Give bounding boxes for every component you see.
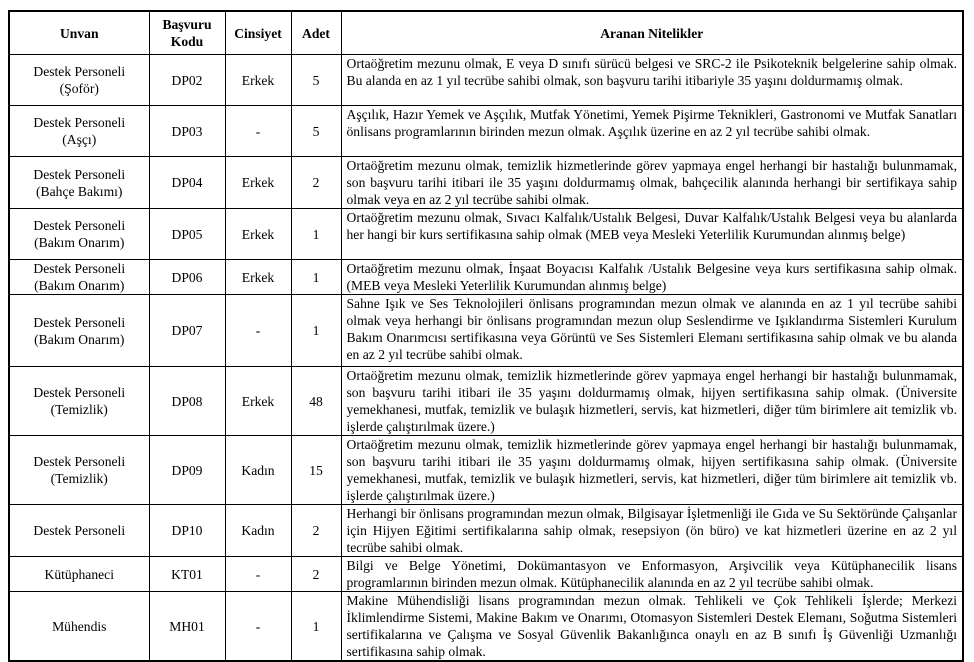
cell-cinsiyet: Kadın	[225, 436, 291, 505]
cell-nitelik: Ortaöğretim mezunu olmak, temizlik hizmetlerinde görev yapmaya engel herhangi bir hastalığı bulunmamak, son başvuru tarihi itibari ile 35 yaşını doldurmamış olmak, hijyen sertifikasına sahip olmak. (Üniversite yemekhanesi, mutfak, temizlik ve bulaşık hizmetleri, servis, kat hizmetleri, diğer tüm birimlere ait temizlik vb. işlerde çalıştırılmak üzere.)	[341, 436, 963, 505]
unvan-line1: Destek Personeli	[33, 314, 126, 330]
cell-cinsiyet: Erkek	[225, 367, 291, 436]
cell-kod: KT01	[149, 557, 225, 592]
cell-kod: DP02	[149, 55, 225, 106]
cell-kod: MH01	[149, 592, 225, 662]
unvan-line2: (Bakım Onarım)	[34, 278, 125, 293]
cell-unvan	[9, 260, 149, 295]
cell-cinsiyet: -	[225, 295, 291, 367]
cell-nitelik: Makine Mühendisliği lisans programından mezun olmak. Tehlikeli ve Çok Tehlikeli İşlerde; Merkezi İklimlendirme Sistemi, Makine Bakım ve Onarımı, Otomasyon Sistemleri Destek Elemanı, Soğutma Sistemleri sertifikalarına ve Çalışma ve Sosyal Güvenlik Bakanlığınca onaylı en az B sınıfı İş Güvenliği Uzmanlığı sertifikasına sahip olmak.	[341, 592, 963, 662]
unvan-line2: (Aşçı)	[62, 132, 97, 147]
table-row	[9, 157, 963, 209]
unvan-line1: Destek Personeli	[33, 64, 126, 79]
unvan-line2: (Temizlik)	[50, 402, 108, 417]
table-row	[9, 592, 963, 662]
cell-adet: 1	[291, 260, 341, 295]
cell-nitelik: Ortaöğretim mezunu olmak, temizlik hizmetlerinde görev yapmaya engel herhangi bir hastalığı bulunmamak, son başvuru tarihi itibari ile 35 yaşını doldurmamış olmak, hijyen sertifikasına sahip olmak. (Üniversite yemekhanesi, mutfak, temizlik ve bulaşık hizmetleri, servis, kat hizmetleri, diğer tüm birimlere ait temizlik vb. işlerde çalıştırılmak üzere.)	[341, 367, 963, 436]
cell-kod: DP08	[149, 367, 225, 436]
cell-adet: 5	[291, 55, 341, 106]
cell-adet: 2	[291, 157, 341, 209]
table-row	[9, 209, 963, 260]
unvan-line1: Mühendis	[52, 618, 107, 634]
cell-nitelik: Aşçılık, Hazır Yemek ve Aşçılık, Mutfak Yönetimi, Yemek Pişirme Teknikleri, Gastronomi ve Mutfak Sanatları önlisans programlarının birinden mezun olmak. Aşçılık üzerine en az 2 yıl tecrübe sahibi olmak.	[341, 106, 963, 157]
unvan-line1: Destek Personeli	[33, 115, 126, 130]
cell-unvan	[9, 157, 149, 209]
unvan-line2: (Şoför)	[59, 81, 99, 96]
unvan-line2: (Bahçe Bakımı)	[36, 183, 123, 199]
cell-unvan	[9, 592, 149, 662]
header-basvuru-kodu	[149, 11, 225, 55]
cell-unvan	[9, 209, 149, 260]
cell-adet: 15	[291, 436, 341, 505]
cell-nitelik: Ortaöğretim mezunu olmak, E veya D sınıfı sürücü belgesi ve SRC-2 ile Psikoteknik belgelerine sahip olmak. Bu alanda en az 1 yıl tecrübe sahibi olmak, son başvuru tarihi itibariyle 35 yaşını doldurmamış olmak.	[341, 55, 963, 106]
unvan-line1: Destek Personeli	[33, 166, 126, 182]
cell-cinsiyet: -	[225, 557, 291, 592]
cell-nitelik: Ortaöğretim mezunu olmak, temizlik hizmetlerinde görev yapmaya engel herhangi bir hastalığı bulunmamak, son başvuru tarihi itibari ile 35 yaşını doldurmamış olmak, bahçecilik alanında herhangi bir sertifikaya sahip olmak veya en az 2 yıl tecrübe sahibi olmak.	[341, 157, 963, 209]
cell-unvan	[9, 106, 149, 157]
table-row	[9, 106, 963, 157]
cell-cinsiyet: Kadın	[225, 505, 291, 557]
cell-nitelik: Ortaöğretim mezunu olmak, İnşaat Boyacısı Kalfalık /Ustalık Belgesine veya kurs sertifikasına sahip olmak. (MEB veya Mesleki Yeterlilik Kurumundan alınmış belge)	[341, 260, 963, 295]
cell-cinsiyet: Erkek	[225, 260, 291, 295]
cell-adet: 5	[291, 106, 341, 157]
cell-unvan	[9, 367, 149, 436]
cell-cinsiyet: -	[225, 592, 291, 662]
cell-nitelik: Ortaöğretim mezunu olmak, Sıvacı Kalfalık/Ustalık Belgesi, Duvar Kalfalık/Ustalık Belgesi veya bu alanlarda her hangi bir kurs sertifikasına sahip olmak (MEB veya Mesleki Yeterlilik Kurumundan alınmış belge)	[341, 209, 963, 260]
cell-adet: 2	[291, 505, 341, 557]
cell-unvan	[9, 505, 149, 557]
cell-cinsiyet: -	[225, 106, 291, 157]
cell-unvan	[9, 295, 149, 367]
cell-cinsiyet: Erkek	[225, 209, 291, 260]
cell-adet: 1	[291, 209, 341, 260]
cell-kod: DP09	[149, 436, 225, 505]
unvan-line2: (Temizlik)	[50, 471, 108, 486]
cell-kod: DP04	[149, 157, 225, 209]
table-row	[9, 55, 963, 106]
unvan-line2: (Bakım Onarım)	[34, 235, 125, 250]
cell-unvan	[9, 557, 149, 592]
cell-kod: DP10	[149, 505, 225, 557]
cell-kod: DP06	[149, 260, 225, 295]
cell-nitelik: Sahne Işık ve Ses Teknolojileri önlisans programından mezun olmak ve alanında en az 1 yıl tecrübe sahibi olmak veya herhangi bir önlisans programından mezun olup Seslendirme ve Işıklandırma Sistemleri Kurulum Bakım Onarımcısı sertifikasına veya Görüntü ve Ses Sistemleri Elemanı sertifikasına sahip olmak ve bu alanda en az 2 yıl tecrübe sahibi olmak.	[341, 295, 963, 367]
job-requirements-table	[8, 10, 964, 662]
unvan-line1: Destek Personeli	[33, 218, 126, 233]
cell-kod: DP03	[149, 106, 225, 157]
unvan-line1: Destek Personeli	[33, 261, 126, 276]
header-basvuru-kodu-line1: Başvuru	[162, 17, 212, 32]
header-adet: Adet	[291, 11, 341, 55]
table-row	[9, 436, 963, 505]
header-basvuru-kodu-line2: Kodu	[170, 34, 204, 49]
header-row	[9, 11, 963, 55]
unvan-line2: (Bakım Onarım)	[34, 331, 125, 347]
cell-nitelik: Herhangi bir önlisans programından mezun olmak, Bilgisayar İşletmenliği ile Gıda ve Su Sektöründe Çalışanlar için Hijyen Eğitimi sertifikalarına sahip olmak, resepsiyon (ön büro) ve kat hizmetleri üzerine en az 2 yıl tecrübe sahibi olmak.	[341, 505, 963, 557]
unvan-line1: Kütüphaneci	[44, 566, 114, 582]
header-nitelikler: Aranan Nitelikler	[341, 11, 963, 55]
cell-unvan	[9, 55, 149, 106]
cell-adet: 2	[291, 557, 341, 592]
unvan-line1: Destek Personeli	[33, 523, 126, 538]
table-row	[9, 557, 963, 592]
unvan-line1: Destek Personeli	[33, 385, 126, 400]
cell-adet: 1	[291, 592, 341, 662]
table-row	[9, 260, 963, 295]
cell-adet: 48	[291, 367, 341, 436]
cell-cinsiyet: Erkek	[225, 157, 291, 209]
header-cinsiyet: Cinsiyet	[225, 11, 291, 55]
header-unvan: Unvan	[9, 11, 149, 55]
table-row	[9, 367, 963, 436]
cell-cinsiyet: Erkek	[225, 55, 291, 106]
unvan-line1: Destek Personeli	[33, 454, 126, 469]
cell-unvan	[9, 436, 149, 505]
cell-kod: DP07	[149, 295, 225, 367]
table-row	[9, 505, 963, 557]
table-row	[9, 295, 963, 367]
cell-kod: DP05	[149, 209, 225, 260]
cell-adet: 1	[291, 295, 341, 367]
cell-nitelik: Bilgi ve Belge Yönetimi, Dokümantasyon ve Enformasyon, Arşivcilik veya Kütüphanecilik lisans programlarının birinden mezun olmak. Kütüphanecilik alanında en az 2 yıl tecrübe sahibi olmak.	[341, 557, 963, 592]
